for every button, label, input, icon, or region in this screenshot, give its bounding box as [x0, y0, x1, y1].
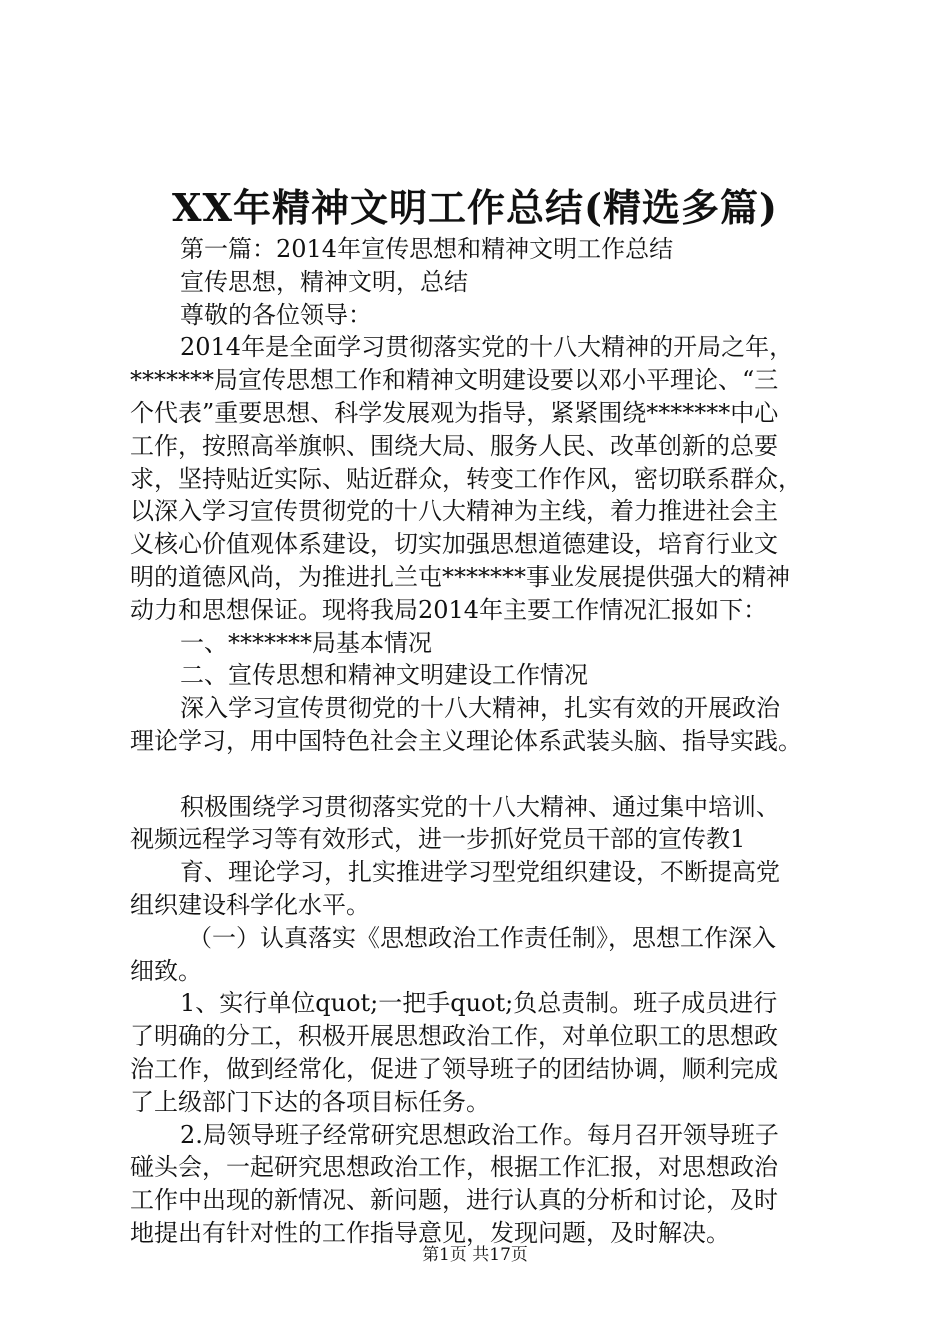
paragraph-line: 深入学习宣传贯彻党的十八大精神，扎实有效的开展政治: [180, 694, 780, 723]
paragraph-line: 了上级部门下达的各项目标任务。: [130, 1087, 490, 1116]
list-heading: 一、*******局基本情况: [180, 628, 432, 657]
paragraph-line: 动力和思想保证。现将我局2014年主要工作情况汇报如下：: [130, 595, 768, 624]
paragraph-line: 了明确的分工，积极开展思想政治工作，对单位职工的思想政: [130, 1022, 778, 1051]
paragraph-line: 治工作，做到经常化，促进了领导班子的团结协调，顺利完成: [130, 1054, 778, 1083]
paragraph-line: 个代表”重要思想、科学发展观为指导，紧紧围绕*******中心: [130, 398, 779, 427]
salutation: 尊敬的各位领导：: [180, 300, 372, 329]
paragraph-line: 1、实行单位quot;一把手quot;负总责制。班子成员进行: [180, 989, 778, 1018]
document-body: [130, 233, 836, 1250]
paragraph-line: 积极围绕学习贯彻落实党的十八大精神、通过集中培训、: [180, 792, 780, 821]
paragraph-line: 细致。: [130, 956, 202, 985]
paragraph-line: 义核心价值观体系建设，切实加强思想道德建设，培育行业文: [130, 530, 778, 559]
paragraph-line: *******局宣传思想工作和精神文明建设要以邓小平理论、“三: [130, 366, 779, 395]
blank-line: [130, 758, 836, 791]
paragraph-line: 组织建设科学化水平。: [130, 890, 370, 919]
paragraph-line: 碰头会，一起研究思想政治工作，根据工作汇报，对思想政治: [130, 1153, 778, 1182]
paragraph-line: 明的道德风尚，为推进扎兰屯*******事业发展提供强大的精神: [130, 562, 790, 591]
list-heading: 二、宣传思想和精神文明建设工作情况: [180, 661, 588, 690]
paragraph-line: 工作中出现的新情况、新问题，进行认真的分析和讨论，及时: [130, 1186, 778, 1215]
paragraph-line: 2.局领导班子经常研究思想政治工作。每月召开领导班子: [180, 1120, 779, 1149]
paragraph-line: 工作，按照高举旗帜、围绕大局、服务人民、改革创新的总要: [130, 431, 778, 460]
paragraph-line: 视频远程学习等有效形式，进一步抓好党员干部的宣传教1: [130, 825, 746, 854]
page-footer: 第1页 共17页: [422, 1245, 528, 1265]
keywords-line: 宣传思想，精神文明，总结: [180, 267, 468, 296]
paragraph-line: 地提出有针对性的工作指导意见，发现问题，及时解决。: [130, 1218, 730, 1247]
paragraph-line: 求，坚持贴近实际、贴近群众，转变工作作风，密切联系群众，: [130, 464, 802, 493]
section-heading: 第一篇：2014年宣传思想和精神文明工作总结: [180, 235, 674, 263]
paragraph-line: 理论学习，用中国特色社会主义理论体系武装头脑、指导实践。: [130, 726, 802, 755]
subsection-heading: （一）认真落实《思想政治工作责任制》，思想工作深入: [188, 923, 776, 952]
paragraph-line: 2014年是全面学习贯彻落实党的十八大精神的开局之年，: [180, 333, 794, 362]
document-title: XX年精神文明工作总结(精选多篇): [172, 185, 778, 230]
paragraph-line: 以深入学习宣传贯彻党的十八大精神为主线，着力推进社会主: [130, 497, 778, 526]
paragraph-line: 育、理论学习，扎实推进学习型党组织建设，不断提高党: [180, 858, 780, 887]
